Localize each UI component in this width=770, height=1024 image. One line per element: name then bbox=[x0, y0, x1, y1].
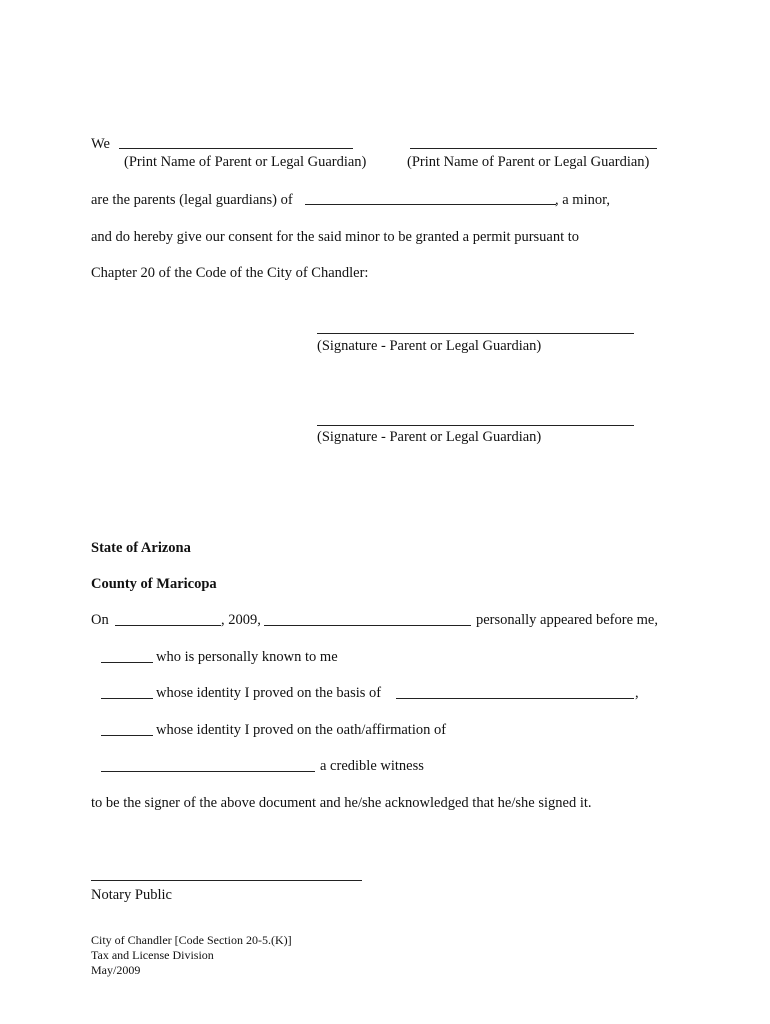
credible-witness-label: a credible witness bbox=[320, 758, 424, 774]
parent-name-field-2[interactable] bbox=[410, 148, 657, 149]
signature-caption-1: (Signature - Parent or Legal Guardian) bbox=[317, 338, 542, 354]
option-basis-comma: , bbox=[635, 685, 639, 701]
identity-basis-field[interactable] bbox=[396, 698, 634, 699]
option-known-blank[interactable] bbox=[101, 662, 153, 663]
we-label: We bbox=[91, 136, 110, 152]
option-basis-label: whose identity I proved on the basis of bbox=[156, 685, 382, 701]
date-field[interactable] bbox=[115, 625, 221, 626]
parents-of-label: are the parents (legal guardians) of bbox=[91, 192, 293, 208]
consent-text-line-2: Chapter 20 of the Code of the City of Chandler: bbox=[91, 265, 369, 281]
on-label: On bbox=[91, 612, 109, 628]
minor-suffix: , a minor, bbox=[555, 192, 610, 208]
footer-date: May/2009 bbox=[91, 963, 141, 977]
footer-code-section: City of Chandler [Code Section 20-5.(K)] bbox=[91, 933, 292, 947]
signature-caption-2: (Signature - Parent or Legal Guardian) bbox=[317, 429, 542, 445]
signer-name-field[interactable] bbox=[264, 625, 471, 626]
option-known-label: who is personally known to me bbox=[156, 649, 338, 665]
parent-name-field-1[interactable] bbox=[119, 148, 353, 149]
print-name-caption-2: (Print Name of Parent or Legal Guardian) bbox=[407, 154, 650, 170]
minor-name-field[interactable] bbox=[305, 204, 556, 205]
footer-division: Tax and License Division bbox=[91, 948, 214, 962]
state-heading: State of Arizona bbox=[91, 540, 191, 556]
option-basis-blank[interactable] bbox=[101, 698, 153, 699]
notary-signature-field[interactable] bbox=[91, 880, 362, 881]
signature-field-1[interactable] bbox=[317, 333, 634, 334]
print-name-caption-1: (Print Name of Parent or Legal Guardian) bbox=[124, 154, 367, 170]
consent-text-line-1: and do hereby give our consent for the said minor to be granted a permit pursuant to bbox=[91, 229, 580, 245]
option-oath-label: whose identity I proved on the oath/affirmation of bbox=[156, 722, 447, 738]
option-oath-blank[interactable] bbox=[101, 735, 153, 736]
acknowledgement-text: to be the signer of the above document and he/she acknowledged that he/she signed it. bbox=[91, 795, 592, 811]
appeared-label: personally appeared before me, bbox=[476, 612, 658, 628]
signature-field-2[interactable] bbox=[317, 425, 634, 426]
county-heading: County of Maricopa bbox=[91, 576, 217, 592]
year-label: , 2009, bbox=[221, 612, 261, 628]
credible-witness-field[interactable] bbox=[101, 771, 315, 772]
notary-public-label: Notary Public bbox=[91, 887, 172, 903]
